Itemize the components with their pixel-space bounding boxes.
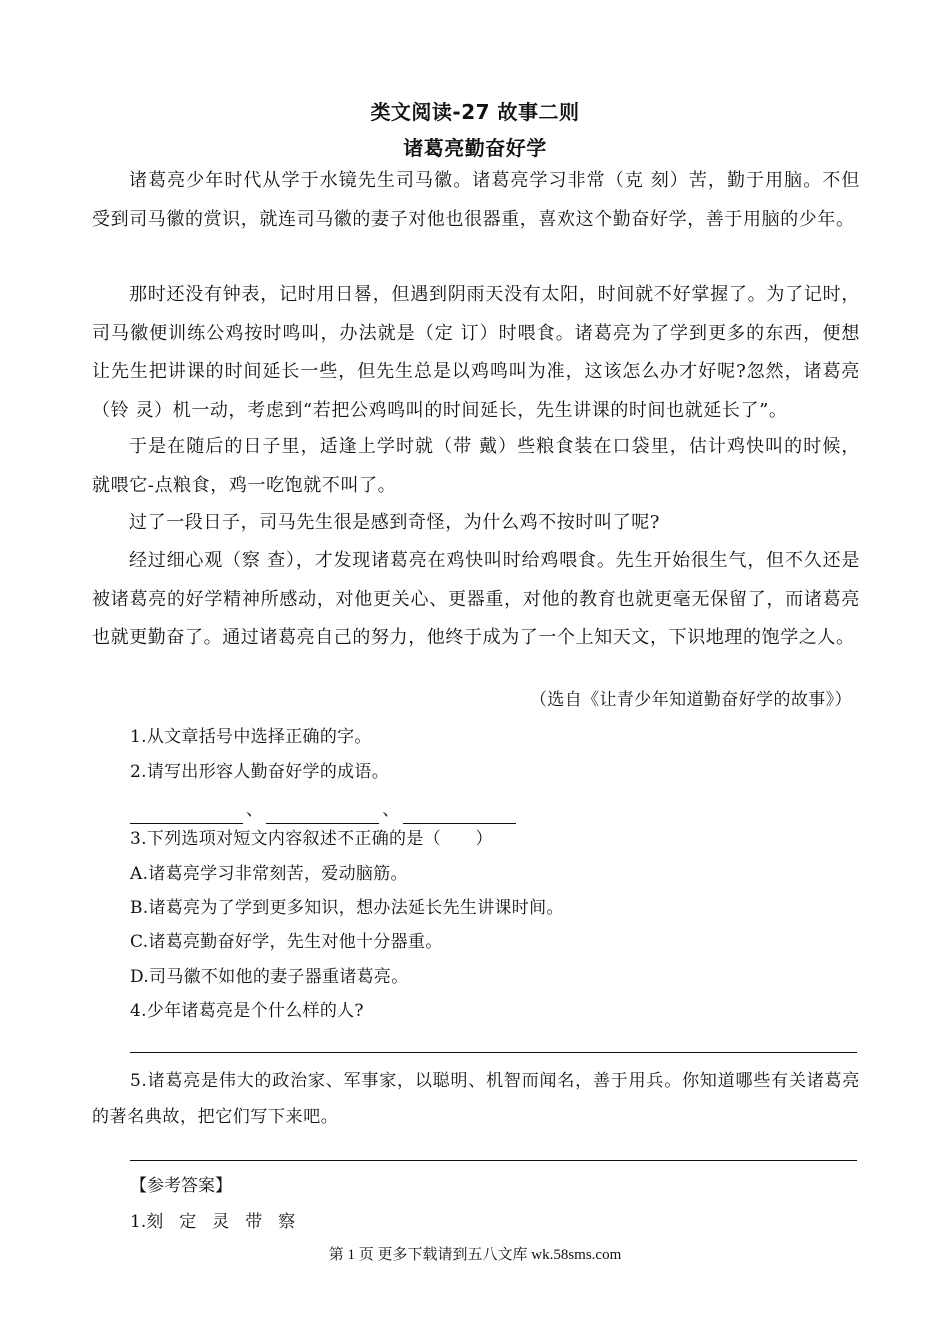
question-1: 1.从文章括号中选择正确的字。 (130, 727, 372, 747)
answer-char: 灵 (212, 1212, 230, 1232)
blank-separator: 、 (246, 800, 264, 820)
question-3: 3.下列选项对短文内容叙述不正确的是（ ） (130, 829, 493, 849)
answer-blank[interactable] (266, 803, 379, 824)
question-4: 4.少年诸葛亮是个什么样的人? (130, 1001, 364, 1021)
article-paragraph: 经过细心观（察 查），才发现诸葛亮在鸡快叫时给鸡喂食。先生开始很生气，但不久还是被诸葛亮的好学精神所感动，对他更关心、更器重，对他的教育也就更毫无保留了，而诸葛亮也就更勤奋了。通过诸葛亮自己的努力，他终于成为了一个上知天文，下识地理的饱学之人。 (92, 550, 860, 648)
article-paragraph: 过了一段日子，司马先生很是感到奇怪，为什么鸡不按时叫了呢? (129, 512, 661, 533)
document-title: 类文阅读-27 故事二则 (370, 100, 580, 124)
question-2: 2.请写出形容人勤奋好学的成语。 (130, 762, 390, 782)
answer-blank[interactable] (403, 803, 516, 824)
option-c: C.诸葛亮勤奋好学，先生对他十分器重。 (130, 932, 443, 952)
answer-blank[interactable] (130, 803, 243, 824)
answer-1 (130, 1208, 311, 1236)
answer-number: 1. (130, 1212, 147, 1232)
answer-key-heading: 【参考答案】 (130, 1176, 232, 1196)
article-paragraph: 那时还没有钟表，记时用日晷，但遇到阴雨天没有太阳，时间就不好掌握了。为了记时，司马徽便训练公鸡按时鸣叫，办法就是（定 订）时喂食。诸葛亮为了学到更多的东西，便想让先生把讲课的时间延长一些，但先生总是以鸡鸣叫为准，这该怎么办才好呢?忽然，诸葛亮（铃 灵）机一动，考虑到“若把公鸡鸣叫的时间延长，先生讲课的时间也就延长了”。 (92, 284, 860, 421)
answer-line[interactable] (130, 1052, 857, 1053)
answer-char: 刻 (146, 1212, 164, 1232)
answer-blanks (130, 796, 516, 824)
question-5: 5.诸葛亮是伟大的政治家、军事家，以聪明、机智而闻名，善于用兵。你知道哪些有关诸葛亮的著名典故，把它们写下来吧。 (92, 1071, 860, 1127)
answer-char: 定 (179, 1212, 197, 1232)
story-title: 诸葛亮勤奋好学 (403, 136, 547, 160)
answer-line[interactable] (130, 1160, 857, 1161)
page-footer: 第 1 页 更多下载请到五八文库 wk.58sms.com (328, 1247, 622, 1263)
article-paragraph: 于是在随后的日子里，适逢上学时就（带 戴）些粮食装在口袋里，估计鸡快叫的时候，就喂它-点粮食，鸡一吃饱就不叫了。 (92, 436, 860, 496)
article-paragraph: 诸葛亮少年时代从学于水镜先生司马徽。诸葛亮学习非常（克 刻）苦，勤于用脑。不但受到司马徽的赏识，就连司马徽的妻子对他也很器重，喜欢这个勤奋好学，善于用脑的少年。 (92, 170, 860, 230)
article-source: （选自《让青少年知道勤奋好学的故事》） (529, 690, 852, 710)
answer-char: 带 (245, 1212, 263, 1232)
option-a: A.诸葛亮学习非常刻苦，爱动脑筋。 (130, 864, 408, 884)
option-d: D.司马徽不如他的妻子器重诸葛亮。 (130, 967, 409, 987)
option-b: B.诸葛亮为了学到更多知识，想办法延长先生讲课时间。 (130, 898, 564, 918)
answer-char: 察 (278, 1212, 296, 1232)
blank-separator: 、 (382, 800, 400, 820)
